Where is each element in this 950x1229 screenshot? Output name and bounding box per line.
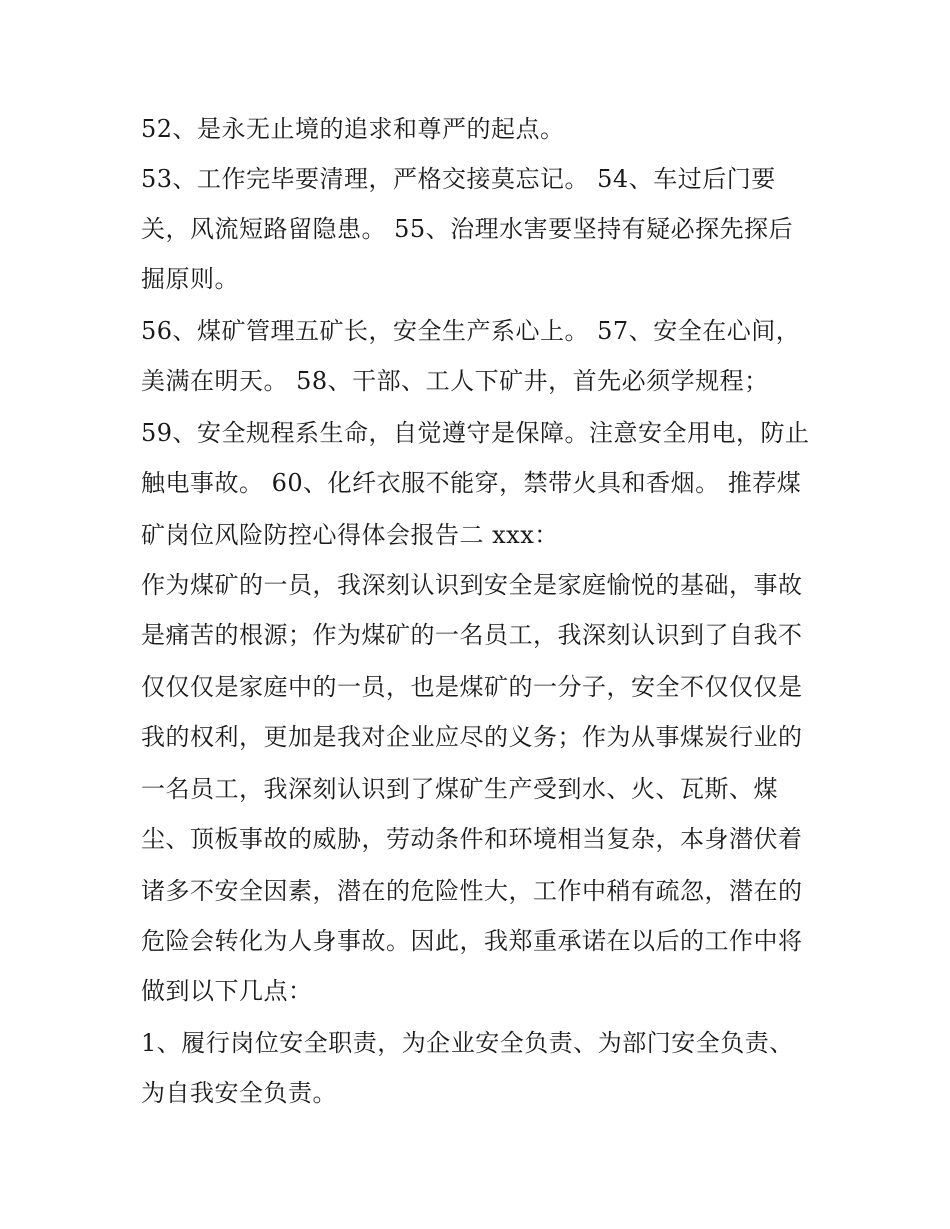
- text-line: 一名员工，我深刻认识到了煤矿生产受到水、火、瓦斯、煤: [141, 775, 778, 803]
- text-line: 作为煤矿的一员，我深刻认识到安全是家庭愉悦的基础，事故: [141, 571, 803, 599]
- text-line: 为自我安全负责。: [141, 1079, 337, 1107]
- text-line: 关，风流短路留隐患。 55、治理水害要坚持有疑必探先探后: [141, 215, 794, 243]
- text-line: 53、工作完毕要清理，严格交接莫忘记。 54、车过后门要: [141, 165, 776, 193]
- text-line: 56、煤矿管理五矿长，安全生产系心上。 57、安全在心间，: [141, 317, 801, 345]
- text-line: 尘、顶板事故的威胁，劳动条件和环境相当复杂，本身潜伏着: [141, 825, 803, 853]
- text-line: 掘原则。: [141, 265, 239, 293]
- text-line: 1、履行岗位安全职责，为企业安全负责、为部门安全负责、: [141, 1029, 794, 1057]
- text-line: 危险会转化为人身事故。因此，我郑重承诺在以后的工作中将: [141, 927, 803, 955]
- text-line: 诸多不安全因素，潜在的危险性大，工作中稍有疏忽，潜在的: [141, 877, 803, 905]
- text-line: 是痛苦的根源；作为煤矿的一名员工，我深刻认识到了自我不: [141, 621, 803, 649]
- text-line: 矿岗位风险防控心得体会报告二 xxx：: [141, 521, 559, 549]
- text-line: 触电事故。 60、化纤衣服不能穿，禁带火具和香烟。 推荐煤: [141, 469, 802, 497]
- text-line: 52、是永无止境的追求和尊严的起点。: [141, 115, 565, 143]
- text-line: 美满在明天。 58、干部、工人下矿井，首先必须学规程；: [141, 367, 769, 395]
- text-line: 59、安全规程系生命，自觉遵守是保障。注意安全用电，防止: [141, 419, 810, 447]
- text-line: 仅仅仅是家庭中的一员，也是煤矿的一分子，安全不仅仅仅是: [141, 673, 803, 701]
- text-line: 做到以下几点：: [141, 977, 313, 1005]
- text-line: 我的权利，更加是我对企业应尽的义务；作为从事煤炭行业的: [141, 723, 803, 751]
